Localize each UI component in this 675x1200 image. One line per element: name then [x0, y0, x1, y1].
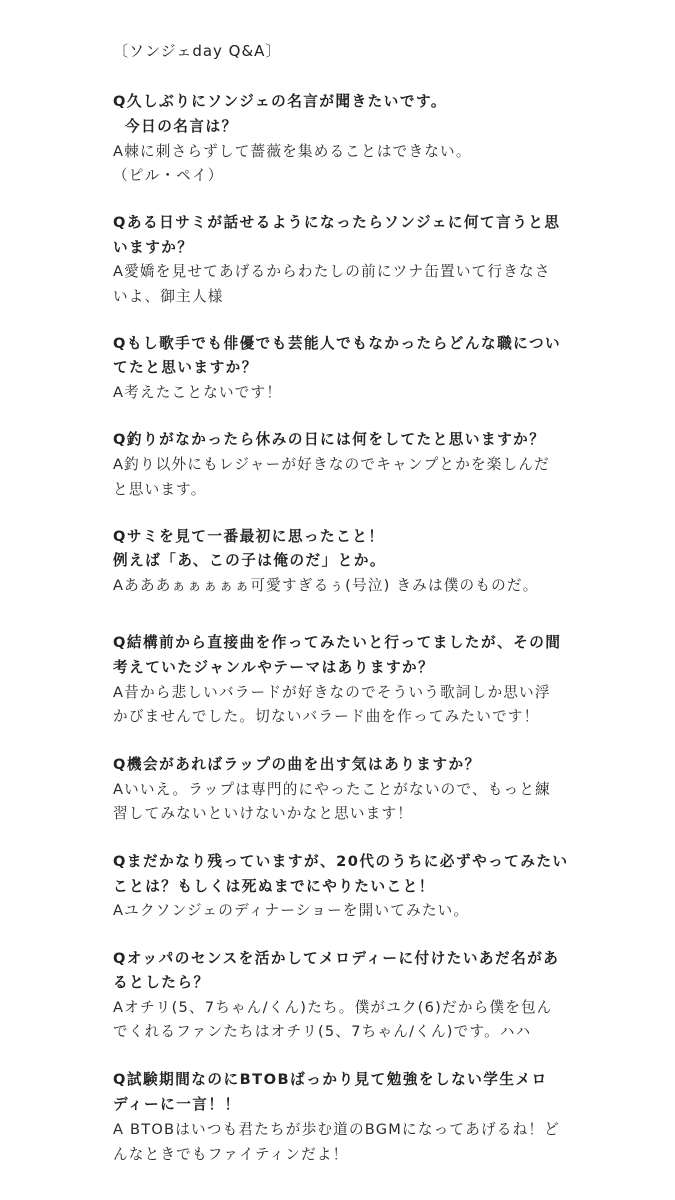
question-line: 例えば「あ、この子は俺のだ」とか。	[113, 552, 387, 569]
answer-line: かびませんでした。切ないバラード曲を作ってみたいです！	[113, 708, 540, 725]
answer-line: Aあああぁぁぁぁぁ可愛すぎるぅ(号泣) きみは僕のものだ。	[113, 577, 539, 594]
question-line: Qもし歌手でも俳優でも芸能人でもなかったらどんな職につい	[113, 335, 562, 352]
answer-line: A愛嬌を見せてあげるからわたしの前にツナ缶置いて行きなさ	[113, 263, 551, 280]
answer-line: Aいいえ。ラップは専門的にやったことがないので、もっと練	[113, 781, 551, 798]
question-line: Q結構前から直接曲を作ってみたいと行ってましたが、その間	[113, 634, 562, 651]
question-line: ディーに一言！！	[113, 1096, 241, 1113]
answer-line: と思います。	[113, 481, 207, 498]
answer-line: A考えたことないです！	[113, 384, 283, 401]
question-line: てたと思いますか？	[113, 359, 258, 376]
question-line: いますか？	[113, 239, 194, 256]
answer-line: Aオチリ(5、7ちゃん/くん)たち。僕がユク(6)だから僕を包ん	[113, 999, 553, 1016]
answer-line: んなときでもファイティンだよ！	[113, 1146, 349, 1163]
answer-line: A昔から悲しいバラードが好きなのでそういう歌詞しか思い浮	[113, 684, 551, 701]
question-line: Qオッパのセンスを活かしてメロディーに付けたいあだ名があ	[113, 950, 560, 967]
answer-line: （ピル・ペイ）	[113, 167, 224, 184]
answer-line: でくれるファンたちはオチリ(5、7ちゃん/くん)です。ハハ	[113, 1023, 532, 1040]
question-line: ことは？もしくは死ぬまでにやりたいこと！	[113, 878, 435, 895]
answer-line: Aユクソンジェのディナーショーを開いてみたい。	[113, 902, 470, 919]
answer-line: A BTOBはいつも君たちが歩む道のBGMになってあげるね！ど	[113, 1121, 560, 1138]
answer-line: 習してみないといけないかなと思います！	[113, 805, 414, 822]
question-line: Q機会があればラップの曲を出す気はありますか？	[113, 756, 481, 773]
answer-line: いよ、御主人様	[113, 288, 224, 305]
answer-line: A釣り以外にもレジャーが好きなのでキャンプとかを楽しんだ	[113, 456, 550, 473]
question-line: Qまだかなり残っていますが、20代のうちに必ずやってみたい	[113, 853, 569, 870]
question-line: 今日の名言は？	[125, 118, 238, 135]
question-line: 考えていたジャンルやテーマはありますか？	[113, 659, 435, 676]
answer-line: A棘に刺さらずして薔薇を集めることはできない。	[113, 143, 472, 160]
document-title: 〔ソンジェday Q&A〕	[113, 42, 282, 60]
question-line: Qサミを見て一番最初に思ったこと！	[113, 528, 385, 545]
question-line: Q久しぶりにソンジェの名言が聞きたいです。	[113, 93, 447, 110]
question-line: Q釣りがなかったら休みの日には何をしてたと思いますか？	[113, 431, 546, 448]
question-line: Q試験期間なのにBTOBばっかり見て勉強をしない学生メロ	[113, 1071, 548, 1088]
question-line: Qある日サミが話せるようになったらソンジェに何て言うと思	[113, 214, 561, 231]
question-line: るとしたら？	[113, 974, 210, 991]
